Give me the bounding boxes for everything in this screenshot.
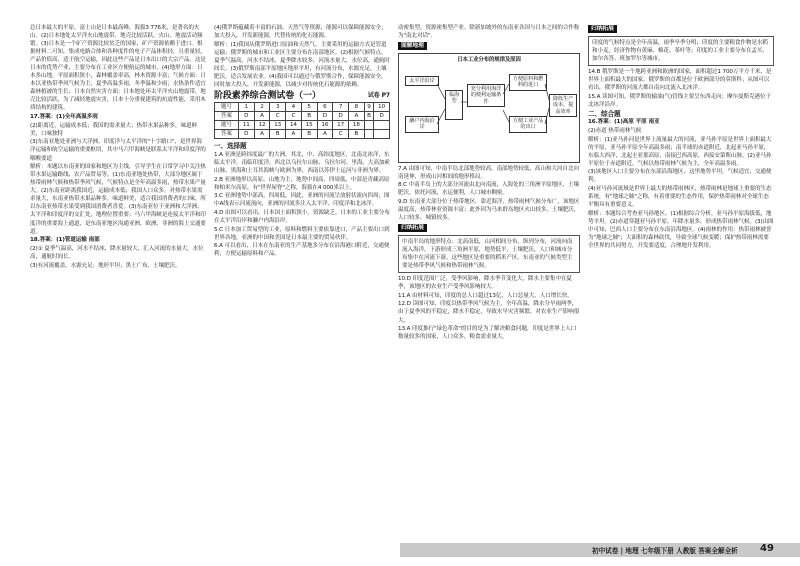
- section-heading: 一、选择题: [214, 142, 247, 151]
- paragraph: (2)① 夏季气温高，河水不结冰，降水量较大，汇入河流的水量大，水位高，通航时间长。: [30, 245, 204, 260]
- diagram-title: 日本工业分布的规律及原因: [457, 56, 521, 63]
- paragraph: (4)亚马孙河流域是世界上最大的热带雨林区，热带雨林是地球上重要的生态系统，有"地球之肺"之称，有着重要的生态作用，保护热带雨林对全球生态平衡具有重要意义。: [588, 186, 772, 209]
- paragraph: 1.A 亚洲是跨纬度最广的大洲，其北、中、高纬度地区，北南北冰洋，东临太平洋，南临印度洋，西北以乌拉尔山脉、乌拉尔河、里海、大高加索山脉、黑海和土耳其海峡与欧洲为界，西南以苏伊士运河与非洲为界。: [214, 151, 390, 174]
- table-row: 答案 D A B A B A C B: [215, 130, 390, 139]
- flow-diagram: [398, 53, 580, 163]
- paragraph: 11.A 由材料可知，印度的总人口超过13亿，人口总量大，人口增长快。: [398, 292, 573, 299]
- page-footer: [0, 543, 800, 557]
- table-row: 题号 1 2 3 4 5 6 7 8 9 10: [215, 103, 390, 112]
- table-row: 答案 D A C C B D D A B D: [215, 112, 390, 121]
- paragraph: (3)有河流覆盖，水源充足；地形平坦；黑土广布，土壤肥沃。: [30, 262, 181, 269]
- paragraph: 13.A 印度推行"绿色革命"的目的是为了解决粮食问题，印度是世界上人口数量较多的国家，人口众多，粮食需求量大。: [398, 326, 577, 341]
- answer-16: 16.答案：(1)高原 平原 南亚: [588, 119, 660, 126]
- box-tag: 归纳拓展: [398, 224, 427, 232]
- answer-table: [214, 102, 390, 139]
- answer-18: 18.答案：(1)管道运输 南部: [30, 237, 100, 244]
- paragraph: 6.A 可以看出，日本在东南亚的生产基地多分布在沿海港口附近，交通便利，方便运输原料和产品。: [214, 243, 390, 258]
- paragraph: 4.D 由图可以看出，日本国土面积狭小，资源缺乏。日本的工业主要分布在太平洋沿岸和濑户内海沿岸。: [214, 209, 390, 224]
- paragraph: 总日本最大的平原。富士山是日本最高峰，海拔3 776米，是著名的火山。(2)日本地处太平洋火山地震带，地壳比较活跃，火山、地震活动频繁。(3)日本是一个矿产资源比较贫乏的国家，矿产资源依赖于进口。根据材料二可知，集成电路合体和各种度件的电子产品体积轻，且重量轻，产品价值高，适于航空运输，因此这些产品是日本出口的大宗产品，这是日本的优势产业，主要分布在工业区方便航运的城市。(4)地形方面：日本多山地，平原面积狭小，森林覆盖率高，林木资源丰富；气候方面：日本以亚热带季风气候为主，夏季高温多雨，冬季温和少雨；水热条件适宜森林植被的生长；日本自然灾害方面：日本地处环太平洋火山地震带，地壳比较活跃，为了减轻地震灾害，日本十分重视建筑的抗震性能，采用木质结构的建筑。: [30, 25, 206, 112]
- paragraph: (4)俄罗斯蕴藏着丰富的石油、天然气等资源，能源可以保障能源安全；加大投入，开发新能源，代替传统的化石能源。: [214, 25, 387, 40]
- paragraph: (3)东南亚地处亚洲与大洋洲、印度洋与太平洋的"十字路口"，是世界海洋运输和航空运输的重要枢纽，其中马六甲海峡是联系太平洋和印度洋的咽喉要道: [30, 139, 206, 162]
- page-number: 49: [760, 543, 774, 554]
- paragraph: 8.C 中南半岛上的大部分河流由北向南流，入海处的三角洲平原地区，土壤肥沃，依托河流，水运便利，人口城市稠密。: [398, 182, 579, 197]
- paragraph: 15.A 读图可知，俄罗斯的输油(气)管线主要呈东西走向；摩尔曼斯克港位于北冰洋沿岸。: [588, 93, 771, 108]
- paragraph: 解析：本题以东南亚的国家和地区为主线，引导学生在日常学习中关注热带水果运输路线、农产品贸易等。(1)东南亚地处热带，大部分地区属于热带雨林气候和热带季风气候，气候特点是全年高温多雨，热带水果产量大。(2)东南亚距离我国近，运输成本低；我国人口众多，对热带水果需求量大，东南亚热带水果品种多，味道鲜美，适合我国消费者的口味，所以东南亚热带水果受到我国消费者喜爱。(3)东南亚位于亚洲和大洋洲、太平洋和印度洋的交汇处，地理位置重要；马六甲海峡是连接太平洋和印度洋的重要海上通道，是东南亚地区沟通亚洲、欧洲、非洲的海上交通要道。: [30, 164, 206, 235]
- diagram-node: 太平洋沿岸: [405, 76, 439, 86]
- section-heading: 二、综合题: [588, 109, 621, 118]
- paragraph: (2)距离近，运输成本低；我国的需求量大；热带水果品种多，味道鲜美，口味独特: [30, 122, 197, 137]
- paragraph: 解析：(1)我国从俄罗斯进口原油和天然气，主要采用的运输方式是管道运输；俄罗斯的城市和工业区主要分布在南部地区。(2)根据气候特点，夏季气温高，河水不结冰，夏季降水较多，河流水量大，水位高，通航时间长。(3)俄罗斯南部平原地区地形平坦，有河流分布，水源充足，土壤肥沃，适合发展农业。(4)我国可以通过与俄罗斯合作，保障能源安全，同时加大投入，开发新能源，以减少对传统化石能源的依赖。: [214, 41, 390, 88]
- diagram-node: 方便原料和燃料的进口: [509, 74, 547, 91]
- column-4: [588, 24, 774, 251]
- summary-box: 印度的气候特点是全年高温，雨季旱季分明；印度的主要粮食作物是水稻和小麦，经济作物有黄麻、棉花、茶叶等；印度的工业主要分布在孟买、加尔各答、班加罗尔等城市。: [588, 36, 774, 66]
- diagram-node: 降低生产成本，提高效率: [549, 94, 577, 117]
- paragraph: (3)该地区人口主要分布在东部沿海地区，这里地势平坦，气候适宜，交通便利。: [588, 169, 772, 184]
- paragraph: 9.D 东南亚大部分位于热带地区，靠近海洋，热带雨林气候分布广，该地区温度高，热带林业资源丰富；此外因为马来群岛地区火山较多，土壤肥沃，人口较多，城镇较多。: [398, 199, 580, 222]
- paragraph: 2.B 亚洲地形以高原、山地为主，地势中间高、四周低，中部是青藏高原和帕米尔高原，有"世界屋脊"之称，海拔在4 000米以上。: [214, 176, 390, 191]
- paragraph: 10.D 印度范围广泛，受季风影响，降水季节变化大，降水主要集中在夏季，该地区的农业生产受季风影响较大。: [398, 276, 572, 291]
- paragraph: 动密集型，资源密集型产业。除新加坡外的东南亚各国与日本之间的合作称为"南北对话"。: [398, 25, 580, 40]
- box-tag: 归纳拓展: [588, 25, 617, 33]
- diagram-node: 方便工业产品的出口: [509, 116, 547, 133]
- quiz-title: 阶段素养综合测试卷（一） 试卷 P7: [214, 90, 390, 101]
- table-row: 题号 11 12 13 14 15 16 17 18: [215, 121, 390, 130]
- summary-box: 中南半岛的地形特点：北高南低，山河相间分布，纵列分布，河流向南流入海洋，下游形成三角洲平原，地势低平，土壤肥沃，人口和城市分布集中在河流下游，这些地区是重要的稻米产区。东南亚的气候类型主要是热带季风气候和热带雨林气候。: [398, 235, 580, 273]
- paragraph: (2)赤道 热带雨林气候: [588, 127, 642, 134]
- paragraph: 5.C 日本加工贸易型的工业，原料和燃料主要依靠进口，产品主要出口到世界各地，亚洲的中国和美国是日本最主要的贸易伙伴。: [214, 226, 390, 241]
- footer-label: 初中试卷 | 地理 七年级下册 人教版 答案全解全析: [592, 547, 738, 555]
- paragraph: 7.A 由图可知，中南半岛北部地势较高，南部地势较低，高山和大河自北向南延伸，形成山河相间的地形格局。: [398, 165, 579, 180]
- paragraph: 14.B 俄罗斯是一个地跨亚洲和欧洲的国家，面积超过1 700万平方千米，是世界上面积最大的国家。俄罗斯的首都是位于欧洲部分的莫斯科；从图可以看出，俄罗斯的河流大都自南向北流入北冰洋。: [588, 69, 772, 92]
- diagram-node: 临海型: [445, 90, 463, 120]
- paragraph: 解析：(1)亚马孙河是世界上流量最大的河流，亚马孙平原是世界上面积最大的平原，亚马孙平原全年高温多雨；南半球的赤道附近，北起亚马孙平原，东临大西洋，北起圭亚那高原，南接巴西高原，西接安第斯山脉。(2)亚马孙平原位于赤道附近，气候以热带雨林气候为主，全年高温多雨。: [588, 136, 772, 167]
- diagram-arrows: [399, 54, 579, 158]
- column-2: [214, 24, 390, 259]
- answer-17: 17.答案：(1)全年高温多雨: [30, 114, 98, 121]
- diagram-tag: 图解地理: [398, 42, 427, 50]
- diagram-node: 充分利用海洋的便利运输条件: [467, 84, 505, 107]
- column-3: [398, 24, 580, 342]
- paragraph: 12.D 读图可知，印度以热带季风气候为主，全年高温，降水分旱雨两季，由于夏季风的不稳定，降水不稳定，导致水旱灾害频繁，对农业生产影响很大。: [398, 301, 580, 324]
- column-1: [30, 24, 206, 270]
- diagram-node: 濑户内海沿岸: [405, 116, 439, 133]
- paragraph: 3.C 亚洲地势中部高，四周低，因此，亚洲的河流呈放射状流向四周；图中A线表示河流流向，亚洲的河流多注入太平洋、印度洋和北冰洋。: [214, 193, 390, 208]
- quiz-ref: 试卷 P7: [367, 91, 390, 99]
- paragraph: 解析：本题综合考查亚马孙地区。(1)根据综合分析，亚马孙平原海拔低，地势平坦。(2)赤道穿越亚马孙平原，年降水量多，形成热带雨林气候。(3)由图中可知，巴西人口主要分布在东南沿海地区。(4)雨林的作用：热带雨林被誉为"地球之肺"；大面积的森林砍伐，导致全球气候变暖；保护热带雨林需要全世界的共同努力，开发要适度，合理地开发利用。: [588, 210, 774, 249]
